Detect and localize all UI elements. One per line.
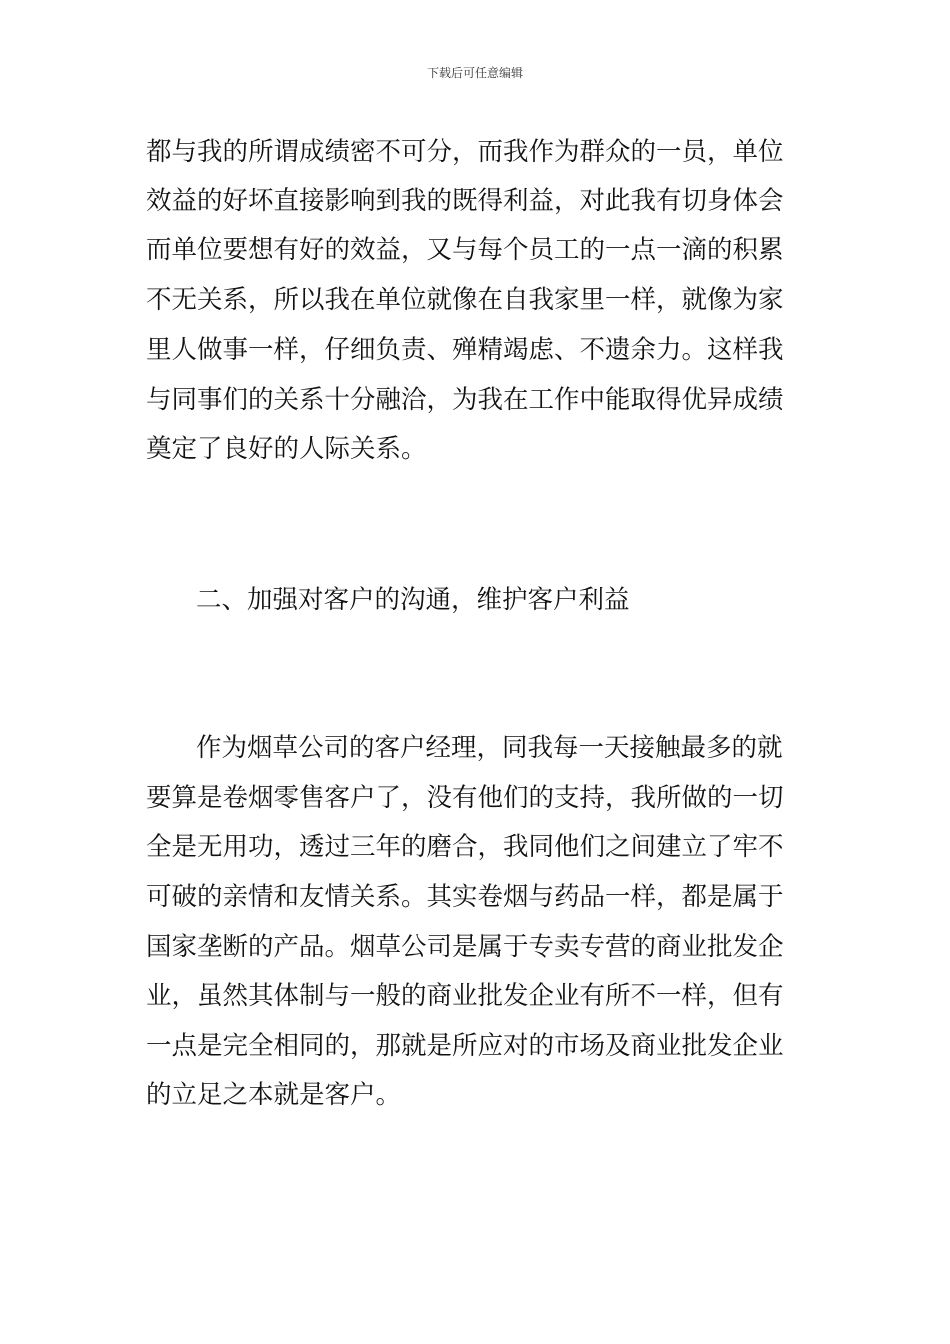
paragraph-line: 要算是卷烟零售客户了，没有他们的支持，我所做的一切 [146, 783, 784, 813]
paragraph-line: 里人做事一样，仔细负责、殚精竭虑、不遗余力。这样我 [146, 335, 784, 365]
paragraph-line: 与同事们的关系十分融洽，为我在工作中能取得优异成绩 [146, 385, 784, 415]
paragraph-line: 作为烟草公司的客户经理，同我每一天接触最多的就 [196, 733, 783, 763]
paragraph-line: 国家垄断的产品。烟草公司是属于专卖专营的商业批发企 [146, 932, 784, 962]
paragraph-line: 而单位要想有好的效益，又与每个员工的一点一滴的积累 [146, 235, 784, 265]
paragraph-line: 一点是完全相同的，那就是所应对的市场及商业批发企业 [146, 1031, 784, 1061]
paragraph-line: 业，虽然其体制与一般的商业批发企业有所不一样，但有 [146, 981, 784, 1011]
paragraph-line: 可破的亲情和友情关系。其实卷烟与药品一样，都是属于 [146, 882, 784, 912]
paragraph-line: 都与我的所谓成绩密不可分，而我作为群众的一员，单位 [146, 137, 784, 167]
paragraph-line: 不无关系，所以我在单位就像在自我家里一样，就像为家 [146, 285, 784, 315]
header-note: 下载后可任意编辑 [426, 66, 523, 80]
paragraph-line: 全是无用功，透过三年的磨合，我同他们之间建立了牢不 [146, 832, 784, 862]
paragraph-line: 的立足之本就是客户。 [146, 1080, 402, 1110]
paragraph-line: 效益的好坏直接影响到我的既得利益，对此我有切身体会 [146, 186, 784, 216]
paragraph-line: 奠定了良好的人际关系。 [146, 434, 427, 464]
section-heading: 二、加强对客户的沟通，维护客户利益 [196, 585, 630, 615]
